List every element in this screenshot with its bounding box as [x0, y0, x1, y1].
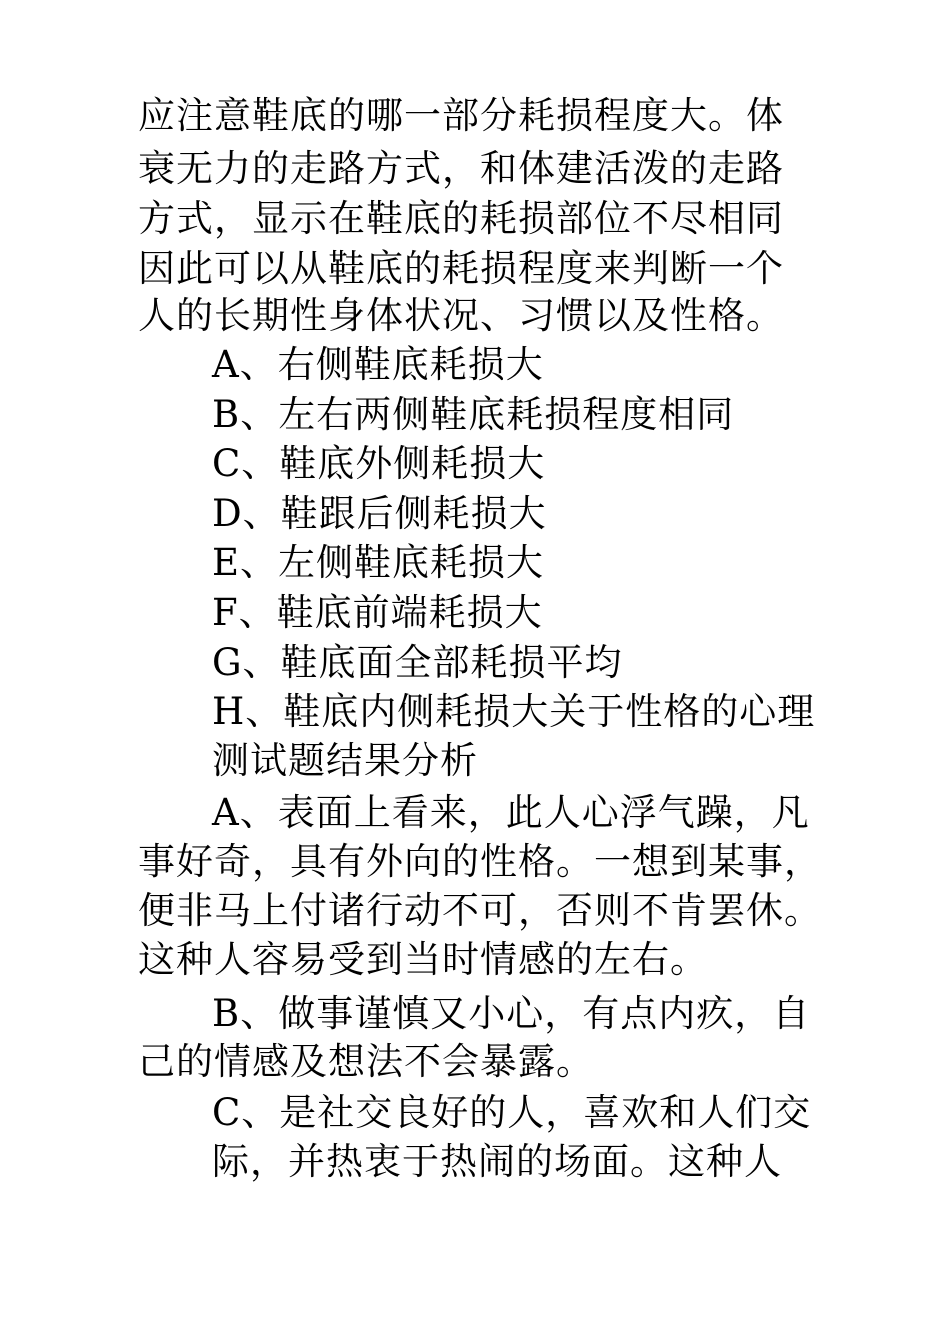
option-e: E、左侧鞋底耗损大: [212, 541, 545, 584]
option-g: G、鞋底面全部耗损平均: [212, 641, 623, 684]
intro-line-4: 因此可以从鞋底的耗损程度来判断一个: [138, 247, 784, 290]
intro-line-5: 人的长期性身体状况、习惯以及性格。: [138, 294, 784, 337]
result-c-line-1: C、是社交良好的人，喜欢和人们交: [212, 1091, 812, 1134]
result-c-line-2: 际，并热衷于热闹的场面。这种人: [212, 1140, 782, 1183]
result-a-line-3: 便非马上付诸行动不可，否则不肯罢休。: [138, 889, 822, 932]
result-b-line-1: B、做事谨慎又小心，有点内疚，自: [212, 992, 811, 1035]
section-heading: 测试题结果分析: [212, 739, 478, 782]
intro-line-3: 方式，显示在鞋底的耗损部位不尽相同: [138, 197, 784, 240]
option-b: B、左右两侧鞋底耗损程度相同: [212, 393, 735, 436]
option-f: F、鞋底前端耗损大: [212, 591, 543, 634]
result-a-line-1: A、表面上看来，此人心浮气躁，凡: [212, 791, 810, 834]
option-a: A、右侧鞋底耗损大: [212, 343, 544, 386]
result-a-line-4: 这种人容易受到当时情感的左右。: [138, 938, 708, 981]
option-h: H、鞋底内侧耗损大关于性格的心理: [212, 690, 816, 733]
result-b-line-2: 己的情感及想法不会暴露。: [138, 1040, 594, 1083]
intro-line-2: 衰无力的走路方式，和体建活泼的走路: [138, 147, 784, 190]
option-d: D、鞋跟后侧耗损大: [212, 492, 547, 535]
intro-line-1: 应注意鞋底的哪一部分耗损程度大。体: [138, 94, 784, 137]
result-a-line-2: 事好奇，具有外向的性格。一想到某事，: [138, 840, 822, 883]
option-c: C、鞋底外侧耗损大: [212, 442, 546, 485]
